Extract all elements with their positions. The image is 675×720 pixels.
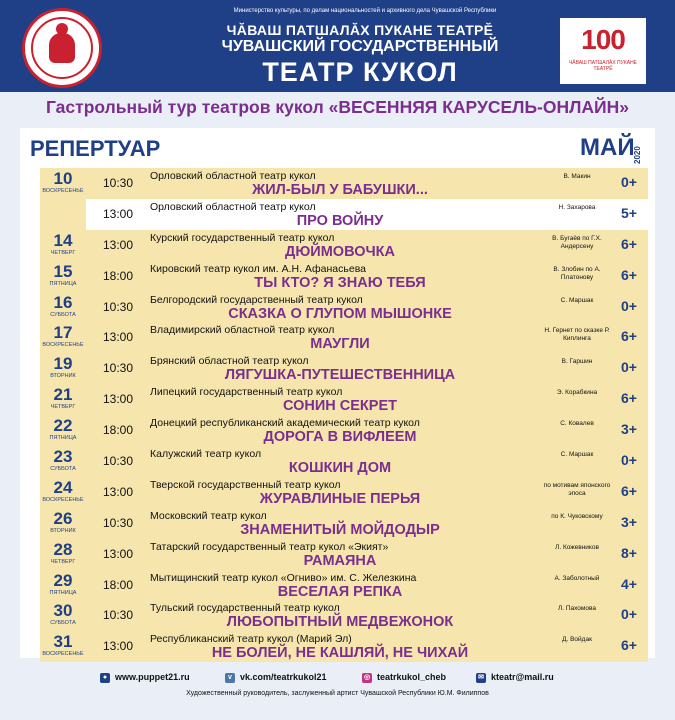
schedule-row xyxy=(40,631,648,662)
show-time: 18:00 xyxy=(102,268,134,283)
weekday-label: ВТОРНИК xyxy=(50,373,76,380)
date-cell xyxy=(40,322,86,353)
date-number: 14 xyxy=(53,230,73,250)
schedule-row xyxy=(40,168,648,199)
play-title: ПРО ВОЙНУ xyxy=(296,212,384,229)
theatre-name: Брянский областной театр кукол xyxy=(150,355,309,368)
date-number: 23 xyxy=(53,447,73,467)
theatre-name: Татарский государственный театр кукол «Экият» xyxy=(150,540,389,553)
header-banner xyxy=(0,0,675,92)
footer xyxy=(0,664,675,720)
author-credit: по мотивам японского эпоса xyxy=(543,481,611,497)
author-credit: Н. Гернет по сказке Р. Киплинга xyxy=(544,327,610,343)
show-time: 13:00 xyxy=(102,206,134,221)
theatre-name: Липецкий государственный театр кукол xyxy=(150,386,343,399)
weekday-label: СУББОТА xyxy=(50,466,76,473)
theatre-name-line3: ТЕАТР КУКОЛ xyxy=(262,57,458,87)
year-label: 2020 xyxy=(633,146,642,164)
show-time: 10:30 xyxy=(102,361,134,376)
show-time: 13:00 xyxy=(102,392,134,407)
weekday-label: ЧЕТВЕРГ xyxy=(50,249,76,256)
weekday-label: ПЯТНИЦА xyxy=(49,435,77,442)
footer-email[interactable] xyxy=(476,672,554,683)
play-title: КОШКИН ДОМ xyxy=(288,460,392,477)
date-number: 31 xyxy=(53,632,73,652)
date-number: 10 xyxy=(53,169,73,188)
site-link[interactable]: www.puppet21.ru xyxy=(115,672,190,682)
show-time: 13:00 xyxy=(102,546,134,561)
schedule-row xyxy=(40,261,648,292)
age-rating: 0+ xyxy=(621,174,637,190)
date-cell xyxy=(40,600,86,631)
theatre-name: Мытищинский театр кукол «Огниво» им. С. Железкина xyxy=(150,571,417,584)
weekday-label: ЧЕТВЕРГ xyxy=(50,558,76,565)
age-rating: 0+ xyxy=(621,606,637,623)
weekday-label: ЧЕТВЕРГ xyxy=(50,404,76,411)
date-number: 28 xyxy=(53,539,73,559)
schedule-row xyxy=(40,199,648,230)
author-credit: по К. Чуковскому xyxy=(551,512,603,520)
date-number: 22 xyxy=(53,416,73,436)
age-rating: 0+ xyxy=(621,297,637,314)
age-rating: 6+ xyxy=(621,482,637,499)
mail-icon: ✉ xyxy=(476,673,486,683)
play-title: ЗНАМЕНИТЫЙ МОЙДОДЫР xyxy=(240,521,440,538)
theatre-name: Кировский театр кукол им. А.Н. Афанасьева xyxy=(150,262,366,275)
schedule-table xyxy=(40,168,648,662)
theatre-name-chuvash: ЧĂВАШ ПАТШАЛĂХ ПУКАНЕ ТЕАТРĔ xyxy=(226,22,494,38)
puppet-doll-icon xyxy=(49,33,75,63)
date-cell xyxy=(40,292,86,323)
play-title: СКАЗКА О ГЛУПОМ МЫШОНКЕ xyxy=(228,305,452,322)
theatre-name: Донецкий республиканский академический театр кукол xyxy=(150,417,420,430)
theatre-name: Курский государственный театр кукол xyxy=(150,231,335,244)
play-title: МАУГЛИ xyxy=(310,336,370,353)
author-credit: С. Маршак xyxy=(560,451,594,459)
weekday-label: СУББОТА xyxy=(50,620,76,627)
author-credit: С. Маршак xyxy=(560,296,594,304)
schedule-row xyxy=(40,415,648,446)
theatre-name: Московский театр кукол xyxy=(150,509,267,522)
date-cell xyxy=(40,539,86,570)
schedule-row xyxy=(40,508,648,539)
show-time: 10:30 xyxy=(102,608,134,623)
play-title: ВЕСЕЛАЯ РЕПКА xyxy=(277,583,403,600)
anniversary-logo xyxy=(560,18,646,84)
date-number: 29 xyxy=(53,570,73,590)
age-rating: 0+ xyxy=(621,452,637,469)
anniversary-number: 100 xyxy=(581,24,625,55)
month-heading: МАЙ xyxy=(580,134,635,161)
theatre-logo xyxy=(22,8,102,88)
age-rating: 3+ xyxy=(621,513,637,530)
age-rating: 6+ xyxy=(621,266,637,283)
date-cell xyxy=(40,168,86,199)
weekday-label: ПЯТНИЦА xyxy=(49,280,77,287)
date-number: 26 xyxy=(53,508,73,528)
show-time: 18:00 xyxy=(102,423,134,438)
theatre-name: Тульский государственный театр кукол xyxy=(150,602,340,615)
show-time: 10:30 xyxy=(102,515,134,530)
author-credit: Э. Корабкина xyxy=(556,389,598,397)
anniversary-label: ЧĂВАШ ПАТШАЛĂХ ПУКАНЕ ТЕАТРĔ xyxy=(568,60,638,72)
play-title: ТЫ КТО? Я ЗНАЮ ТЕБЯ xyxy=(254,274,426,291)
show-time: 13:00 xyxy=(102,639,134,654)
author-credit: В. Макин xyxy=(563,173,591,180)
footer-instagram[interactable] xyxy=(362,672,446,683)
instagram-link[interactable]: teatrkukol_cheb xyxy=(377,672,447,682)
weekday-label: ПЯТНИЦА xyxy=(49,589,77,596)
date-cell xyxy=(40,415,86,446)
play-title: ДЮЙМОВОЧКА xyxy=(285,243,395,260)
age-rating: 8+ xyxy=(621,544,637,561)
date-cell xyxy=(40,353,86,384)
vk-link[interactable]: vk.com/teatrkukol21 xyxy=(240,672,327,682)
age-rating: 6+ xyxy=(621,235,637,252)
age-rating: 3+ xyxy=(621,421,637,438)
date-number: 16 xyxy=(53,292,73,312)
author-credit: С. Ковалев xyxy=(560,420,594,428)
show-time: 13:00 xyxy=(102,484,134,499)
schedule-row xyxy=(40,477,648,508)
show-time: 10:30 xyxy=(102,299,134,314)
schedule-row xyxy=(40,353,648,384)
author-credit: Д. Войдак xyxy=(562,636,592,644)
theatre-name: Белгородский государственный театр кукол xyxy=(150,293,363,306)
schedule-row xyxy=(40,446,648,477)
age-rating: 4+ xyxy=(621,575,637,592)
date-number: 24 xyxy=(53,477,73,497)
theatre-name-line2: ЧУВАШСКИЙ ГОСУДАРСТВЕННЫЙ xyxy=(221,38,499,55)
weekday-label: ВОСКРЕСЕНЬЕ xyxy=(42,651,84,658)
schedule-row xyxy=(40,292,648,323)
play-title: ДОРОГА В ВИФЛЕЕМ xyxy=(263,429,417,446)
show-time: 18:00 xyxy=(102,577,134,592)
date-number: 30 xyxy=(53,601,73,621)
theatre-name: Калужский театр кукол xyxy=(150,448,262,461)
globe-icon: ● xyxy=(100,673,110,683)
schedule-row xyxy=(40,539,648,570)
weekday-label: ВОСКРЕСЕНЬЕ xyxy=(42,496,84,503)
date-number: 21 xyxy=(53,385,73,405)
date-cell xyxy=(40,477,86,508)
date-cell xyxy=(40,508,86,539)
age-rating: 6+ xyxy=(621,390,637,407)
play-title: ЖИЛ-БЫЛ У БАБУШКИ... xyxy=(252,182,428,198)
author-credit: Л. Кожевников xyxy=(555,543,599,551)
author-credit: В. Бугаёв по Г.Х. Андерсену xyxy=(552,234,602,250)
date-cell xyxy=(40,570,86,601)
weekday-label: ВОСКРЕСЕНЬЕ xyxy=(42,342,84,349)
weekday-label: ВТОРНИК xyxy=(50,527,76,534)
date-number: 15 xyxy=(53,261,73,281)
date-number: 19 xyxy=(53,354,73,374)
show-time: 13:00 xyxy=(102,330,134,345)
play-title: ЖУРАВЛИНЫЕ ПЕРЬЯ xyxy=(259,490,421,507)
vk-icon: v xyxy=(225,673,235,683)
author-credit: В. Злобин по А. Платонову xyxy=(553,265,601,281)
schedule-row xyxy=(40,600,648,631)
date-cell xyxy=(40,631,86,662)
director-credit: Художественный руководитель, заслуженный артист Чувашской Республики Ю.М. Филиппов xyxy=(186,690,489,697)
age-rating: 5+ xyxy=(621,204,637,221)
schedule-row xyxy=(40,384,648,415)
date-cell xyxy=(40,261,86,292)
footer-vk[interactable] xyxy=(225,672,327,683)
schedule-row xyxy=(40,570,648,601)
theatre-name: Тверской государственный театр кукол xyxy=(150,478,341,491)
play-title: РАМАЯНА xyxy=(303,552,377,569)
theatre-name: Орловский областной театр кукол xyxy=(150,170,316,182)
email-link[interactable]: kteatr@mail.ru xyxy=(491,672,554,682)
theatre-name: Республиканский театр кукол (Марий Эл) xyxy=(150,633,352,646)
age-rating: 6+ xyxy=(621,637,637,654)
play-title: ЛЮБОПЫТНЫЙ МЕДВЕЖОНОК xyxy=(226,614,454,631)
date-cell xyxy=(40,199,86,230)
ministry-caption: Министерство культуры, по делам национальностей и архивного дела Чувашской Республики xyxy=(233,8,497,14)
play-title: ЛЯГУШКА-ПУТЕШЕСТВЕННИЦА xyxy=(224,367,456,384)
author-credit: А. Заболотный xyxy=(554,574,600,582)
author-credit: Л. Пахомова xyxy=(557,605,597,613)
author-credit: Н. Захарова xyxy=(558,203,596,211)
show-time: 13:00 xyxy=(102,237,134,252)
tour-title: Гастрольный тур театров кукол «ВЕСЕННЯЯ КАРУСЕЛЬ-ОНЛАЙН» xyxy=(45,97,629,117)
instagram-icon: ◎ xyxy=(363,673,371,681)
play-title: СОНИН СЕКРЕТ xyxy=(283,398,397,415)
theatre-name: Орловский областной театр кукол xyxy=(150,200,316,213)
weekday-label: СУББОТА xyxy=(50,311,76,318)
age-rating: 6+ xyxy=(621,328,637,345)
schedule-row xyxy=(40,230,648,261)
schedule-row xyxy=(40,322,648,353)
author-credit: В. Гаршин xyxy=(561,358,593,366)
date-cell xyxy=(40,384,86,415)
weekday-label: ВОСКРЕСЕНЬЕ xyxy=(42,188,84,194)
date-cell xyxy=(40,446,86,477)
play-title: НЕ БОЛЕЙ, НЕ КАШЛЯЙ, НЕ ЧИХАЙ xyxy=(211,645,469,662)
date-cell xyxy=(40,230,86,261)
repertoire-heading: РЕПЕРТУАР xyxy=(30,136,161,161)
show-time: 10:30 xyxy=(102,454,134,469)
date-number: 17 xyxy=(53,323,73,343)
footer-site[interactable] xyxy=(100,672,190,683)
theatre-name: Владимирский областной театр кукол xyxy=(150,324,335,337)
age-rating: 0+ xyxy=(621,359,637,376)
show-time: 10:30 xyxy=(102,176,134,190)
